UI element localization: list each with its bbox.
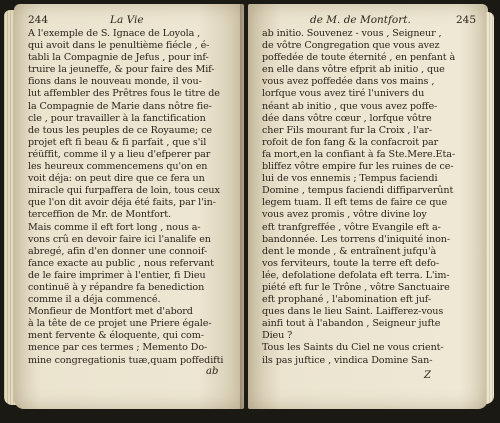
text-line: Monfieur de Montfort met d'abord <box>28 306 193 318</box>
text-line: qui avoit dans le penultième fiécle , é- <box>28 40 210 52</box>
text-line: rofoit de fon fang & la confacroit par <box>262 136 439 148</box>
left-page <box>14 4 244 409</box>
text-line: que l'on dit avoir déja été faits, par l'in- <box>28 197 216 209</box>
text-line: truire la jeuneffe, & pour faire des Mif- <box>28 64 215 76</box>
text-line: vous avez poffedée dans vos mains , <box>262 76 435 88</box>
text-line: ment fervente & éloquente, qui com- <box>28 330 204 342</box>
text-line: fance exacte au public , nous refervant <box>28 257 214 269</box>
text-line: comme il a déja commencé. <box>28 294 161 306</box>
text-line: lut affembler des Prêtres fous le titre de <box>28 88 220 100</box>
text-line: de tous les peuples de ce Royaume; ce <box>28 124 212 136</box>
text-line: mine congregationis tuæ,quam poffedifti <box>28 354 224 366</box>
text-line: legem tuam. Il eft tems de faire ce que <box>262 197 448 209</box>
text-line: de vôtre Congregation que vous avez <box>262 40 440 52</box>
text-line: bliffez vôtre empire fur les ruines de ce- <box>262 161 454 173</box>
text-line: continuë à y répandre fa benediction <box>28 281 205 293</box>
text-line: de le faire imprimer à l'entier, fi Dieu <box>28 269 206 281</box>
text-line: A l'exemple de S. Ignace de Loyola , <box>28 28 201 39</box>
text-line: ques dans le lieu Saint. Laifferez-vous <box>262 306 444 318</box>
text-line: fa mort,en la confiant à fa Ste.Mere.Eta- <box>262 148 455 160</box>
page-edges-right <box>486 12 494 404</box>
right-running-head: de M. de Montfort. <box>310 14 411 26</box>
left-running-head: La Vie <box>110 14 144 26</box>
text-line: piété eft fur le Trône , vôtre Sanctuaire <box>262 281 450 293</box>
text-line: en elle dans vôtre efprit ab initio , que <box>262 64 445 76</box>
text-line: ils pas juftice , vindica Domine San- <box>262 354 433 366</box>
text-line: les heureux commencemens qu'on en <box>28 161 208 173</box>
text-line: fions dans le nouveau monde, il vou- <box>28 76 202 88</box>
right-page-text <box>262 28 482 367</box>
text-line: lorfque vous avez tiré l'univers du <box>262 88 425 100</box>
text-line: dée dans vôtre cœur , lorfque vôtre <box>262 112 432 124</box>
left-page-number: 244 <box>28 14 49 26</box>
text-line: ab initio. Souvenez - vous , Seigneur , <box>262 28 442 39</box>
text-line: à la tête de ce projet une Priere égale- <box>28 318 212 330</box>
right-page-number: 245 <box>456 14 477 26</box>
text-line: cle , pour travailler à la fanctification <box>28 112 206 124</box>
text-line: vos ferviteurs, toute la terre eft defo- <box>262 257 439 269</box>
text-line: voit déja: on peut dire que ce fera un <box>28 173 205 185</box>
text-line: cher Fils mourant fur la Croix , l'ar- <box>262 124 433 136</box>
text-line: la Compagnie de Marie dans nôtre fie- <box>28 100 212 112</box>
text-line: tabli la Compagnie de Jefus , pour inf- <box>28 52 209 64</box>
left-catchword: ab <box>206 366 219 377</box>
text-line: eft tranfgreffée , vôtre Evangile eft a- <box>262 221 441 233</box>
text-line: bandonnée. Les torrens d'iniquité inon- <box>262 233 451 245</box>
right-page <box>248 4 488 409</box>
text-line: ainfi tout à l'abandon , Seigneur jufte <box>262 318 441 330</box>
text-line: dent le monde , & entraînent jufqu'à <box>262 245 437 257</box>
text-line: vons crû en devoir faire ici l'analife en <box>28 233 211 245</box>
text-line: Dieu ? <box>262 330 293 342</box>
text-line: lui de vos ennemis ; Tempus faciendi <box>262 173 438 185</box>
text-line: miracle qui furpaffera de loin, tous ceux <box>28 185 220 197</box>
text-line: lée, defolatione defolata eft terra. L'im- <box>262 269 450 281</box>
text-line: néant ab initio , que vous avez poffe- <box>262 100 438 112</box>
text-line: abregé, afin d'en donner une connoif- <box>28 245 208 257</box>
text-line: Domine , tempus faciendi diffiparverûnt <box>262 185 454 197</box>
left-page-text <box>28 28 240 367</box>
text-line: terceffion de Mr. de Montfort. <box>28 209 171 221</box>
text-line: projet eft fi beau & fi parfait , que s'il <box>28 136 207 148</box>
right-signature-mark: Z <box>424 370 431 381</box>
text-line: réüffit, comme il y a lieu d'efperer par <box>28 148 211 160</box>
text-line: mence par ces termes ; Memento Do- <box>28 342 208 354</box>
text-line: Mais comme il eft fort long , nous a- <box>28 221 201 233</box>
text-line: poffedée de toute éternité , en penfant à <box>262 52 456 64</box>
text-line: eft prophané , l'abomination eft juf- <box>262 294 432 306</box>
text-line: vous avez promis , vôtre divine loy <box>262 209 427 221</box>
text-line: Tous les Saints du Ciel ne vous crient- <box>262 342 444 354</box>
